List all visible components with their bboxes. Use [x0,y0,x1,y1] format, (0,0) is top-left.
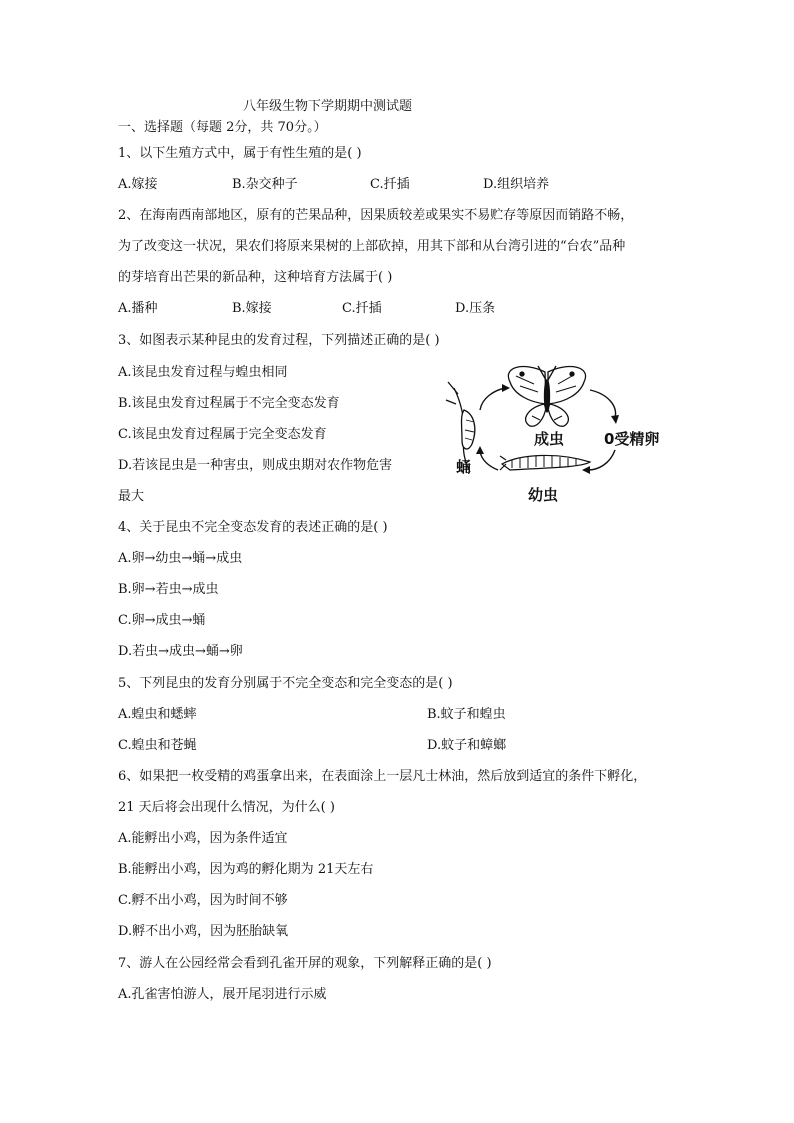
page-title: 八年级生物下学期期中测试题 [243,99,413,114]
question-3-stem: 3、如图表示某种昆虫的发育过程，下列描述正确的是( ) [118,333,440,348]
figure-label-egg: 0受精卵 [604,430,660,448]
question-2-stem-line1: 2、在海南西南部地区，原有的芒果品种，因果质较差或果实不易贮存等原因而销路不畅， [118,208,634,223]
arrow-adult-to-egg [590,390,616,418]
question-6-option-d: D.孵不出小鸡，因为胚胎缺氧 [118,924,289,939]
butterfly-icon [508,366,585,426]
question-7-option-a: A.孔雀害怕游人，展开尾羽进行示威 [118,987,327,1002]
section-heading: 一、选择题（每题 2分，共 70分。） [118,120,327,135]
larva-icon [500,455,590,470]
question-2-stem-line3: 的芽培育出芒果的新品种，这种培育方法属于( ) [118,270,393,285]
arrow-egg-to-larva [588,450,615,470]
question-5-option-a: A.蝗虫和蟋蟀 [118,707,197,722]
figure-label-larva: 幼虫 [528,486,559,504]
question-4-option-d: D.若虫→成虫→蛹→卵 [118,644,243,659]
question-1-option-d: D.组织培养 [483,177,550,192]
figure-label-pupa: 蛹 [456,458,472,476]
question-1-stem: 1、以下生殖方式中，属于有性生殖的是( ) [118,146,362,161]
question-6-stem-line2: 21 天后将会出现什么情况，为什么( ) [118,800,335,815]
question-1-option-a: A.嫁接 [118,177,158,192]
question-4-stem: 4、关于昆虫不完全变态发育的表述正确的是( ) [118,520,388,535]
question-3-option-b: B.该昆虫发育过程属于不完全变态发育 [118,396,340,411]
question-2-stem-line2: 为了改变这一状况，果农们将原来果树的上部砍掉，用其下部和从台湾引进的“台农”品种 [118,239,626,254]
question-3-option-d-continued: 最大 [118,489,145,504]
question-1-option-c: C.扦插 [370,177,410,192]
question-5-stem: 5、下列昆虫的发育分别属于不完全变态和完全变态的是( ) [118,676,453,691]
insect-life-cycle-figure [440,360,680,510]
question-5-option-b: B.蚊子和蝗虫 [427,707,506,722]
figure-label-adult: 成虫 [534,430,565,448]
question-1-option-b: B.杂交种子 [232,177,298,192]
question-2-option-c: C.扦插 [342,301,382,316]
question-2-option-b: B.嫁接 [232,301,272,316]
question-4-option-c: C.卵→成虫→蛹 [118,613,206,628]
question-5-option-d: D.蚊子和蟑螂 [427,738,507,753]
question-3-option-d: D.若该昆虫是一种害虫，则成虫期对农作物危害 [118,458,393,473]
question-3-option-c: C.该昆虫发育过程属于完全变态发育 [118,427,327,442]
question-2-option-d: D.压条 [455,301,496,316]
question-6-option-b: B.能孵出小鸡，因为鸡的孵化期为 21天左右 [118,862,374,877]
question-7-stem: 7、游人在公园经常会看到孔雀开屏的观象，下列解释正确的是( ) [118,956,492,971]
question-6-option-c: C.孵不出小鸡，因为时间不够 [118,893,288,908]
arrow-larva-to-pupa [480,452,498,470]
question-6-option-a: A.能孵出小鸡，因为条件适宜 [118,831,288,846]
question-2-option-a: A.播种 [118,301,158,316]
question-6-stem-line1: 6、如果把一枚受精的鸡蛋拿出来，在表面涂上一层凡士林油，然后放到适宜的条件下孵化， [118,769,647,784]
question-4-option-b: B.卵→若虫→成虫 [118,582,219,597]
question-4-option-a: A.卵→幼虫→蛹→成虫 [118,551,243,566]
question-3-option-a: A.该昆虫发育过程与蝗虫相同 [118,365,288,380]
question-5-option-c: C.蝗虫和苍蝇 [118,738,197,753]
